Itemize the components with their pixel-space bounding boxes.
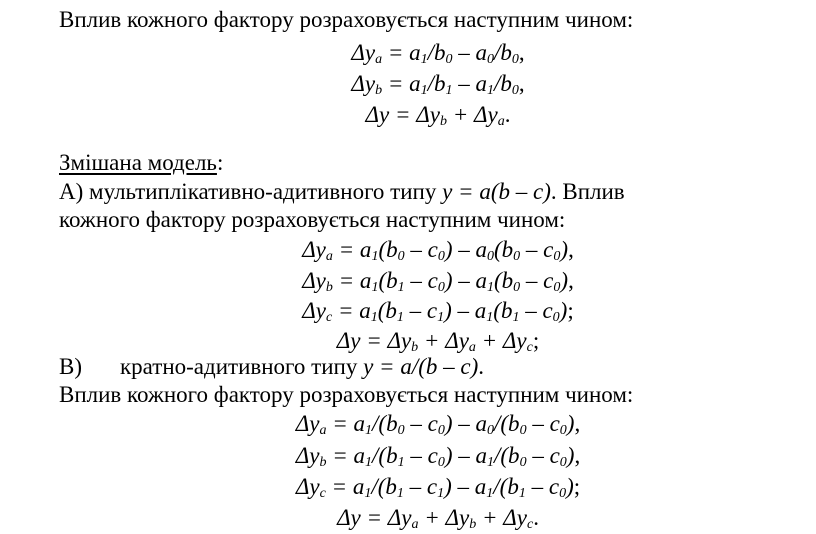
formula-dya-3: $\Delta y_a = a_1/(b_0 - c_0) - a_0/(b_0 - c_0)$, bbox=[295, 411, 581, 438]
formula-dyb-1: $\Delta y_b = a_1/b_1 - a_1/b_0$, bbox=[351, 71, 525, 98]
mixed-model-colon: : bbox=[216, 150, 224, 175]
formula-dyc-3: $\Delta y_c = a_1/(b_1 - c_1) - a_1/(b_1 - c_0)$; bbox=[295, 474, 581, 501]
b-model-formula: y = a/(b – c) bbox=[363, 354, 479, 379]
a-model-text: А) мультиплікативно-адитивного типу bbox=[59, 179, 443, 204]
formula-dyb-3: $\Delta y_b = a_1/(b_1 - c_0) - a_1/(b_0 - c_0)$, bbox=[295, 443, 581, 470]
b-model-line-1 bbox=[59, 353, 484, 381]
intro-line: Вплив кожного фактору розраховується наступним чином: bbox=[59, 7, 634, 32]
formula-dyb-2: $\Delta y_b = a_1(b_1 - c_0) - a_1(b_0 - c_0)$, bbox=[302, 268, 574, 295]
formula-dy-total-1: $\Delta y = \Delta y_b + \Delta y_a$. bbox=[365, 102, 511, 129]
formula-dy-total-2: $\Delta y = \Delta y_b + \Delta y_a + \Delta y_c$; bbox=[336, 328, 540, 355]
b-model-text-end: . bbox=[478, 354, 484, 379]
mixed-model-heading bbox=[59, 149, 223, 177]
formula-dyc-2: $\Delta y_c = a_1(b_1 - c_1) - a_1(b_1 - c_0)$; bbox=[302, 298, 574, 325]
formula-dya-1: $\Delta y_a = a_1/b_0 - a_0/b_0$, bbox=[351, 40, 525, 67]
formula-dya-2: $\Delta y_a = a_1(b_0 - c_0) - a_0(b_0 - c_0)$, bbox=[302, 237, 574, 264]
a-model-line-1 bbox=[59, 178, 625, 206]
b-model-line-2: Вплив кожного фактору розраховується наступним чином: bbox=[59, 382, 634, 407]
formula-dy-total-3: $\Delta y = \Delta y_a + \Delta y_b + \Delta y_c$. bbox=[337, 505, 539, 532]
mixed-model-label: Змішана модель bbox=[59, 150, 217, 175]
a-model-text-end: . Вплив bbox=[550, 179, 625, 204]
a-model-formula: y = a(b – c) bbox=[442, 179, 551, 204]
b-model-label: В) bbox=[59, 354, 82, 379]
b-model-text: кратно-адитивного типу bbox=[120, 354, 364, 379]
a-model-line-2: кожного фактору розраховується наступним чином: bbox=[59, 207, 566, 232]
